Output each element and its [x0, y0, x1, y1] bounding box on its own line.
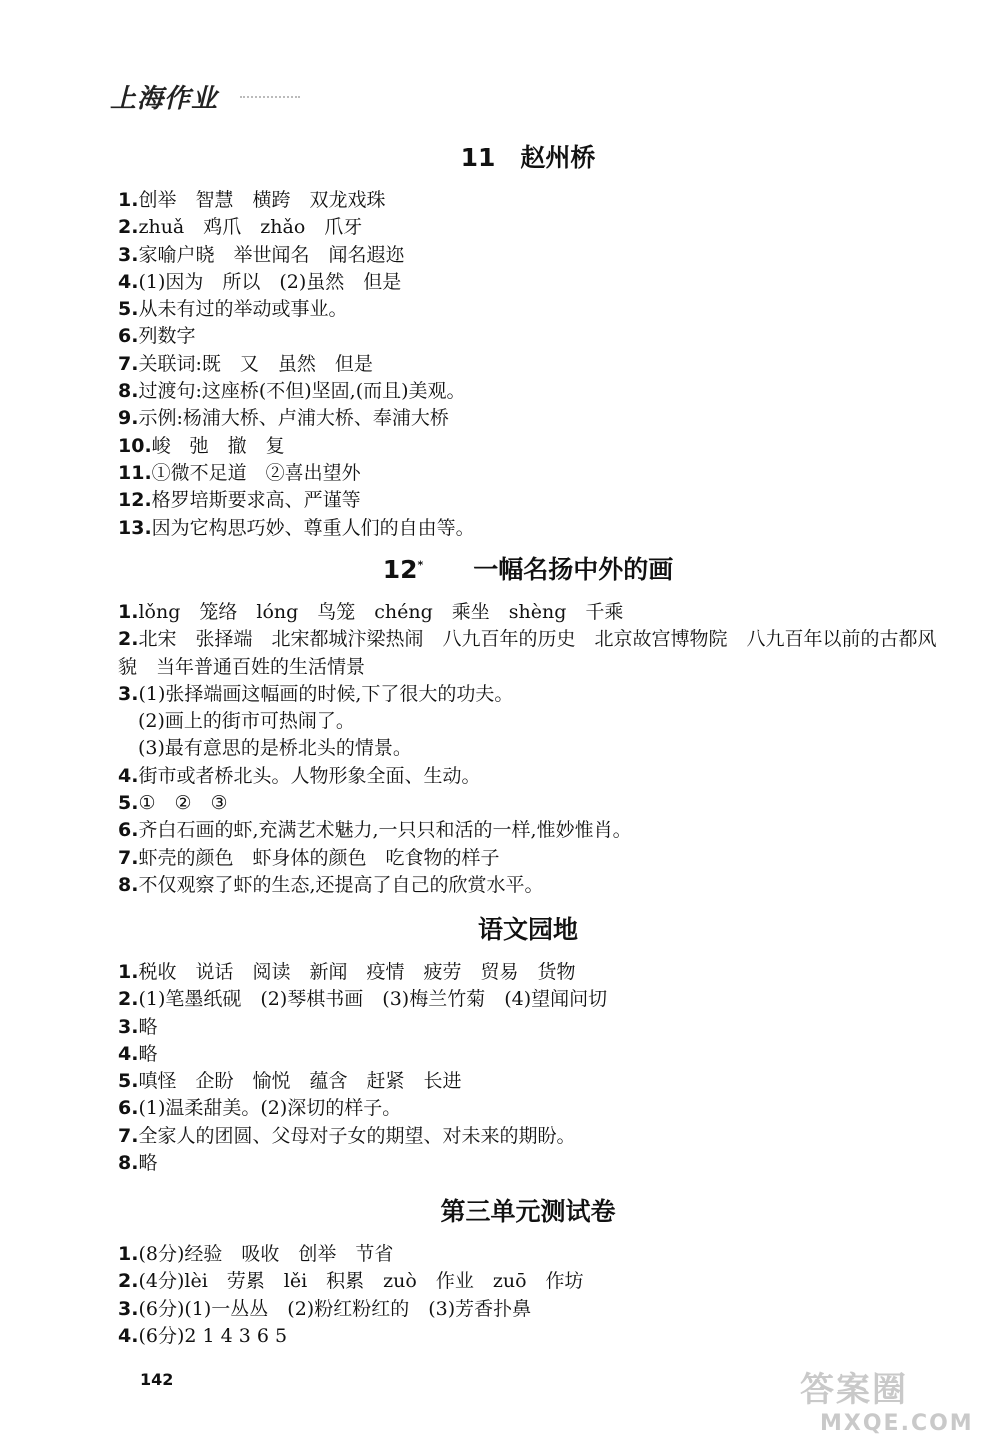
- answer-line: [118, 351, 938, 378]
- section-language-garden: [118, 910, 938, 1177]
- answer-text: 略: [138, 1015, 158, 1038]
- answer-number: 11.: [118, 461, 152, 484]
- answer-line: [118, 187, 938, 214]
- answer-number: 8.: [118, 873, 139, 896]
- answer-text: (1)笔墨纸砚 (2)琴棋书画 (3)梅兰竹菊 (4)望闻问切: [138, 988, 608, 1011]
- answer-line: [118, 515, 938, 542]
- answer-number: 2.: [118, 628, 139, 651]
- answer-text: 过渡句:这座桥(不但)坚固,(而且)美观。: [138, 380, 466, 403]
- answer-number: 6.: [118, 1097, 139, 1120]
- answer-text: zhuǎ 鸡爪 zhǎo 爪牙: [138, 216, 363, 239]
- answer-number: 3.: [118, 1015, 139, 1038]
- answer-line: [118, 599, 938, 626]
- answer-text: 北宋 张择端 北宋都城汴梁热闹 八九百年的历史 北京故宫博物院 八九百年以前的古都风貌 当年普通百姓的生活情景: [118, 628, 937, 678]
- answer-number: 7.: [118, 846, 139, 869]
- answer-text: (1)因为 所以 (2)虽然 但是: [138, 270, 402, 293]
- answer-number: 1.: [118, 961, 139, 983]
- section-title: [118, 550, 938, 586]
- answer-text: 列数字: [138, 325, 196, 348]
- answer-number: 3.: [118, 682, 139, 705]
- answer-line: [118, 1268, 938, 1295]
- answer-text: 全家人的团圆、父母对子女的期望、对未来的期盼。: [138, 1124, 576, 1147]
- section-title-text: 一幅名扬中外的画: [473, 555, 674, 584]
- answer-number: 5.: [118, 298, 139, 321]
- section-number: 12: [382, 555, 418, 584]
- answer-line: [118, 959, 938, 986]
- answer-text: 税收 说话 阅读 新闻 疫情 疲劳 贸易 货物: [138, 961, 576, 983]
- section-zhaozhou-bridge: [118, 138, 938, 542]
- answer-number: 4.: [118, 1324, 139, 1347]
- answer-list: [118, 1241, 938, 1350]
- answer-line: [118, 1241, 938, 1268]
- answer-number: 3.: [118, 1297, 139, 1320]
- answer-line: [118, 872, 938, 899]
- answer-line: [118, 323, 938, 350]
- answer-number: 6.: [118, 819, 139, 842]
- answer-text: (2)画上的街市可热闹了。: [138, 710, 355, 733]
- answer-text: 街市或者桥北头。人物形象全面、生动。: [138, 764, 481, 787]
- answer-line: [118, 242, 938, 269]
- section-title: 11 赵州桥: [460, 143, 596, 172]
- answer-text: ① ② ③: [138, 792, 228, 815]
- logo-decoration: [240, 96, 300, 98]
- answer-text: 峻 弛 撤 复: [151, 434, 285, 457]
- answer-line: [118, 626, 938, 681]
- answer-text: 嗔怪 企盼 愉悦 蕴含 赶紧 长进: [138, 1070, 462, 1093]
- answer-line: [118, 1095, 938, 1122]
- answer-line: [118, 487, 938, 514]
- answer-line: [118, 1123, 938, 1150]
- answer-text: (6分)2 1 4 3 6 5: [138, 1324, 288, 1347]
- answer-line: [118, 1323, 938, 1350]
- section-unit-test: [118, 1192, 938, 1350]
- watermark: [800, 1362, 974, 1436]
- answer-number: 2.: [118, 216, 139, 239]
- answer-line: [118, 845, 938, 872]
- answer-line: [118, 1296, 938, 1323]
- answer-text: lǒng 笼络 lóng 鸟笼 chéng 乘坐 shèng 千乘: [138, 601, 624, 623]
- answer-text: 创举 智慧 横跨 双龙戏珠: [138, 189, 386, 211]
- answer-text: 齐白石画的虾,充满艺术魅力,一只只和活的一样,惟妙惟肖。: [138, 819, 632, 842]
- answer-text: (6分)(1)一丛丛 (2)粉红粉红的 (3)芳香扑鼻: [138, 1297, 532, 1320]
- answer-line: [118, 763, 938, 790]
- answer-line: [118, 986, 938, 1013]
- answer-number: 7.: [118, 1124, 139, 1147]
- watermark-url: MXQE.COM: [820, 1411, 974, 1436]
- answer-line: [118, 681, 938, 708]
- answer-number: 3.: [118, 243, 139, 266]
- series-logo: 上海作业: [110, 84, 219, 114]
- answer-text: (1)温柔甜美。(2)深切的样子。: [138, 1097, 402, 1120]
- answer-number: 1.: [118, 189, 139, 211]
- answer-line: [118, 433, 938, 460]
- answer-line: [118, 817, 938, 844]
- optional-mark: *: [417, 558, 424, 572]
- answer-text: 从未有过的举动或事业。: [138, 298, 348, 321]
- section-famous-painting: [118, 550, 938, 899]
- answer-list: [118, 187, 938, 542]
- answer-line: [118, 214, 938, 241]
- answer-number: 5.: [118, 1070, 139, 1093]
- answer-text: ①微不足道 ②喜出望外: [151, 461, 361, 484]
- answer-text: 不仅观察了虾的生态,还提高了自己的欣赏水平。: [138, 873, 544, 896]
- answer-line: [118, 1014, 938, 1041]
- answer-text: 示例:杨浦大桥、卢浦大桥、奉浦大桥: [138, 407, 449, 430]
- answer-number: 2.: [118, 1270, 139, 1293]
- answer-number: 10.: [118, 434, 152, 457]
- answer-line: [118, 708, 938, 735]
- answer-line: [118, 735, 938, 762]
- answer-list: [118, 959, 938, 1177]
- section-title: 第三单元测试卷: [440, 1197, 616, 1226]
- answer-text: 格罗培斯要求高、严谨等: [151, 489, 361, 512]
- answer-number: 4.: [118, 270, 139, 293]
- answer-line: [118, 460, 938, 487]
- answer-number: 12.: [118, 489, 152, 512]
- answer-number: 6.: [118, 325, 139, 348]
- answer-line: [118, 269, 938, 296]
- answer-text: 家喻户晓 举世闻名 闻名遐迩: [138, 243, 405, 266]
- watermark-logo: 答案圈: [800, 1370, 908, 1410]
- answer-line: [118, 790, 938, 817]
- answer-number: 5.: [118, 792, 139, 815]
- answer-text: 略: [138, 1042, 158, 1065]
- answer-number: 8.: [118, 1152, 139, 1175]
- answer-line: [118, 1068, 938, 1095]
- answer-number: 4.: [118, 1042, 139, 1065]
- answer-line: [118, 378, 938, 405]
- page-number: 142: [140, 1370, 174, 1389]
- answer-number: 8.: [118, 380, 139, 403]
- answer-text: 略: [138, 1152, 158, 1175]
- answer-line: [118, 405, 938, 432]
- answer-number: 1.: [118, 601, 139, 623]
- answer-text: (3)最有意思的是桥北头的情景。: [138, 737, 412, 760]
- answer-text: 关联词:既 又 虽然 但是: [138, 352, 373, 375]
- answer-text: (4分)lèi 劳累 lěi 积累 zuò 作业 zuō 作坊: [138, 1270, 584, 1293]
- answer-number: 4.: [118, 764, 139, 787]
- answer-text: (8分)经验 吸收 创举 节省: [138, 1243, 394, 1265]
- answer-number: 2.: [118, 988, 139, 1011]
- answer-list: [118, 599, 938, 899]
- section-title: 语文园地: [477, 915, 578, 944]
- answer-text: 虾壳的颜色 虾身体的颜色 吃食物的样子: [138, 846, 500, 869]
- answer-number: 7.: [118, 352, 139, 375]
- answer-number: 9.: [118, 407, 139, 430]
- answer-line: [118, 1041, 938, 1068]
- answer-number: 1.: [118, 1243, 139, 1265]
- answer-text: (1)张择端画这幅画的时候,下了很大的功夫。: [138, 682, 514, 705]
- answer-line: [118, 296, 938, 323]
- answer-text: 因为它构思巧妙、尊重人们的自由等。: [151, 516, 475, 539]
- answer-line: [118, 1150, 938, 1177]
- answer-number: 13.: [118, 516, 152, 539]
